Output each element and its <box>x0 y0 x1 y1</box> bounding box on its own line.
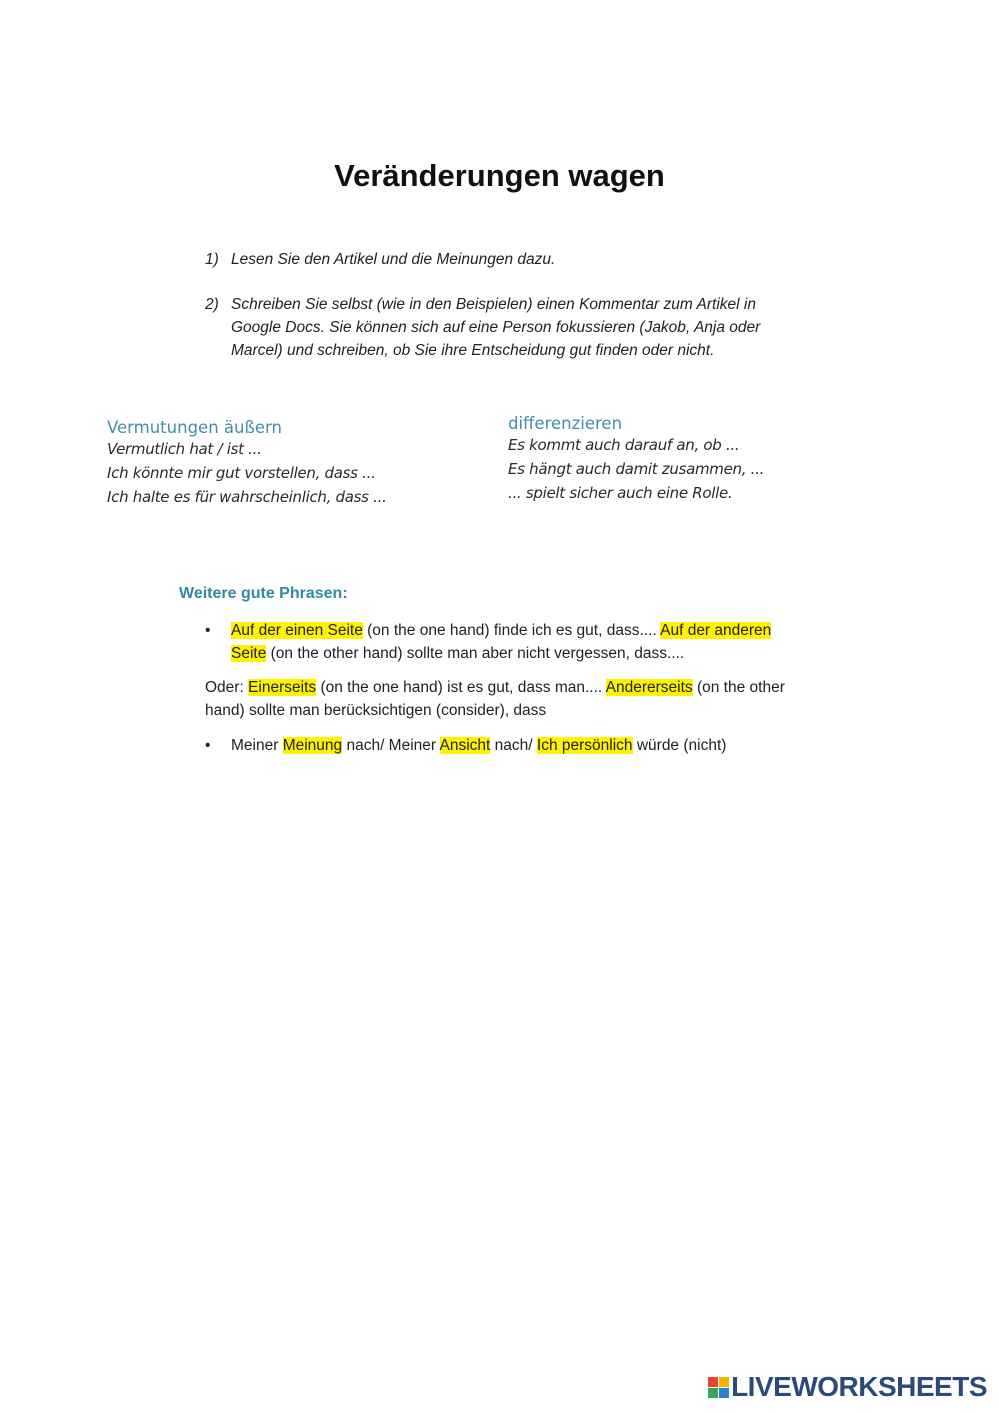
highlight: Ansicht <box>439 737 491 754</box>
phrase-line: Es hängt auch damit zusammen, ... <box>508 460 765 478</box>
page-title: Veränderungen wagen <box>334 158 665 193</box>
bullet-dot: • <box>205 622 211 639</box>
highlight: Meinung <box>282 737 343 754</box>
task-text: Schreiben Sie selbst (wie in den Beispielen) einen Kommentar zum Artikel in Google Docs. Sie können sich auf eine Person fokussieren (Jakob, Anja oder Marcel) und schreiben, ob Sie ihre Entscheidung gut finden oder nicht. <box>231 296 761 359</box>
phrase-line: Vermutlich hat / ist ... <box>107 440 262 458</box>
differenzieren-box <box>508 414 764 505</box>
task-1 <box>205 248 805 271</box>
task-number: 1) <box>205 251 219 268</box>
phrase-line: Ich halte es für wahrscheinlich, dass ... <box>107 488 387 506</box>
liveworksheets-logo[interactable] <box>708 1371 987 1403</box>
task-2 <box>205 293 795 362</box>
bullet-dot: • <box>205 737 211 754</box>
weitere-heading: Weitere gute Phrasen: <box>179 585 348 602</box>
bullet-text: Meiner Meinung nach/ Meiner Ansicht nach/ Ich persönlich würde (nicht) <box>231 737 727 754</box>
vermutungen-heading: Vermutungen äußern <box>107 418 282 437</box>
vermutungen-box <box>107 418 387 509</box>
logo-text: LIVEWORKSHEETS <box>731 1371 987 1402</box>
logo-icon <box>708 1377 729 1398</box>
highlight: Auf der anderen Seite <box>231 622 772 662</box>
highlight: Auf der einen Seite <box>231 622 363 639</box>
oder-paragraph: Oder: Einerseits (on the one hand) ist es gut, dass man.... Andererseits (on the other hand) sollte man berücksichtigen (consider), dass <box>205 679 785 719</box>
phrase-line: ... spielt sicher auch eine Rolle. <box>508 484 733 502</box>
bullet-text: Auf der einen Seite (on the one hand) finde ich es gut, dass.... Auf der anderen Seite (on the other hand) sollte man aber nicht vergessen, dass.... <box>231 622 772 662</box>
highlight: Einerseits <box>248 679 317 696</box>
differenzieren-heading: differenzieren <box>508 414 623 433</box>
highlight: Andererseits <box>605 679 693 696</box>
phrase-line: Ich könnte mir gut vorstellen, dass ... <box>107 464 376 482</box>
bullet-item <box>205 734 815 757</box>
task-text: Lesen Sie den Artikel und die Meinungen dazu. <box>231 251 556 268</box>
bullet-item <box>205 619 810 665</box>
phrase-line: Es kommt auch darauf an, ob ... <box>508 436 740 454</box>
task-number: 2) <box>205 296 219 313</box>
highlight: Ich persönlich <box>536 737 633 754</box>
